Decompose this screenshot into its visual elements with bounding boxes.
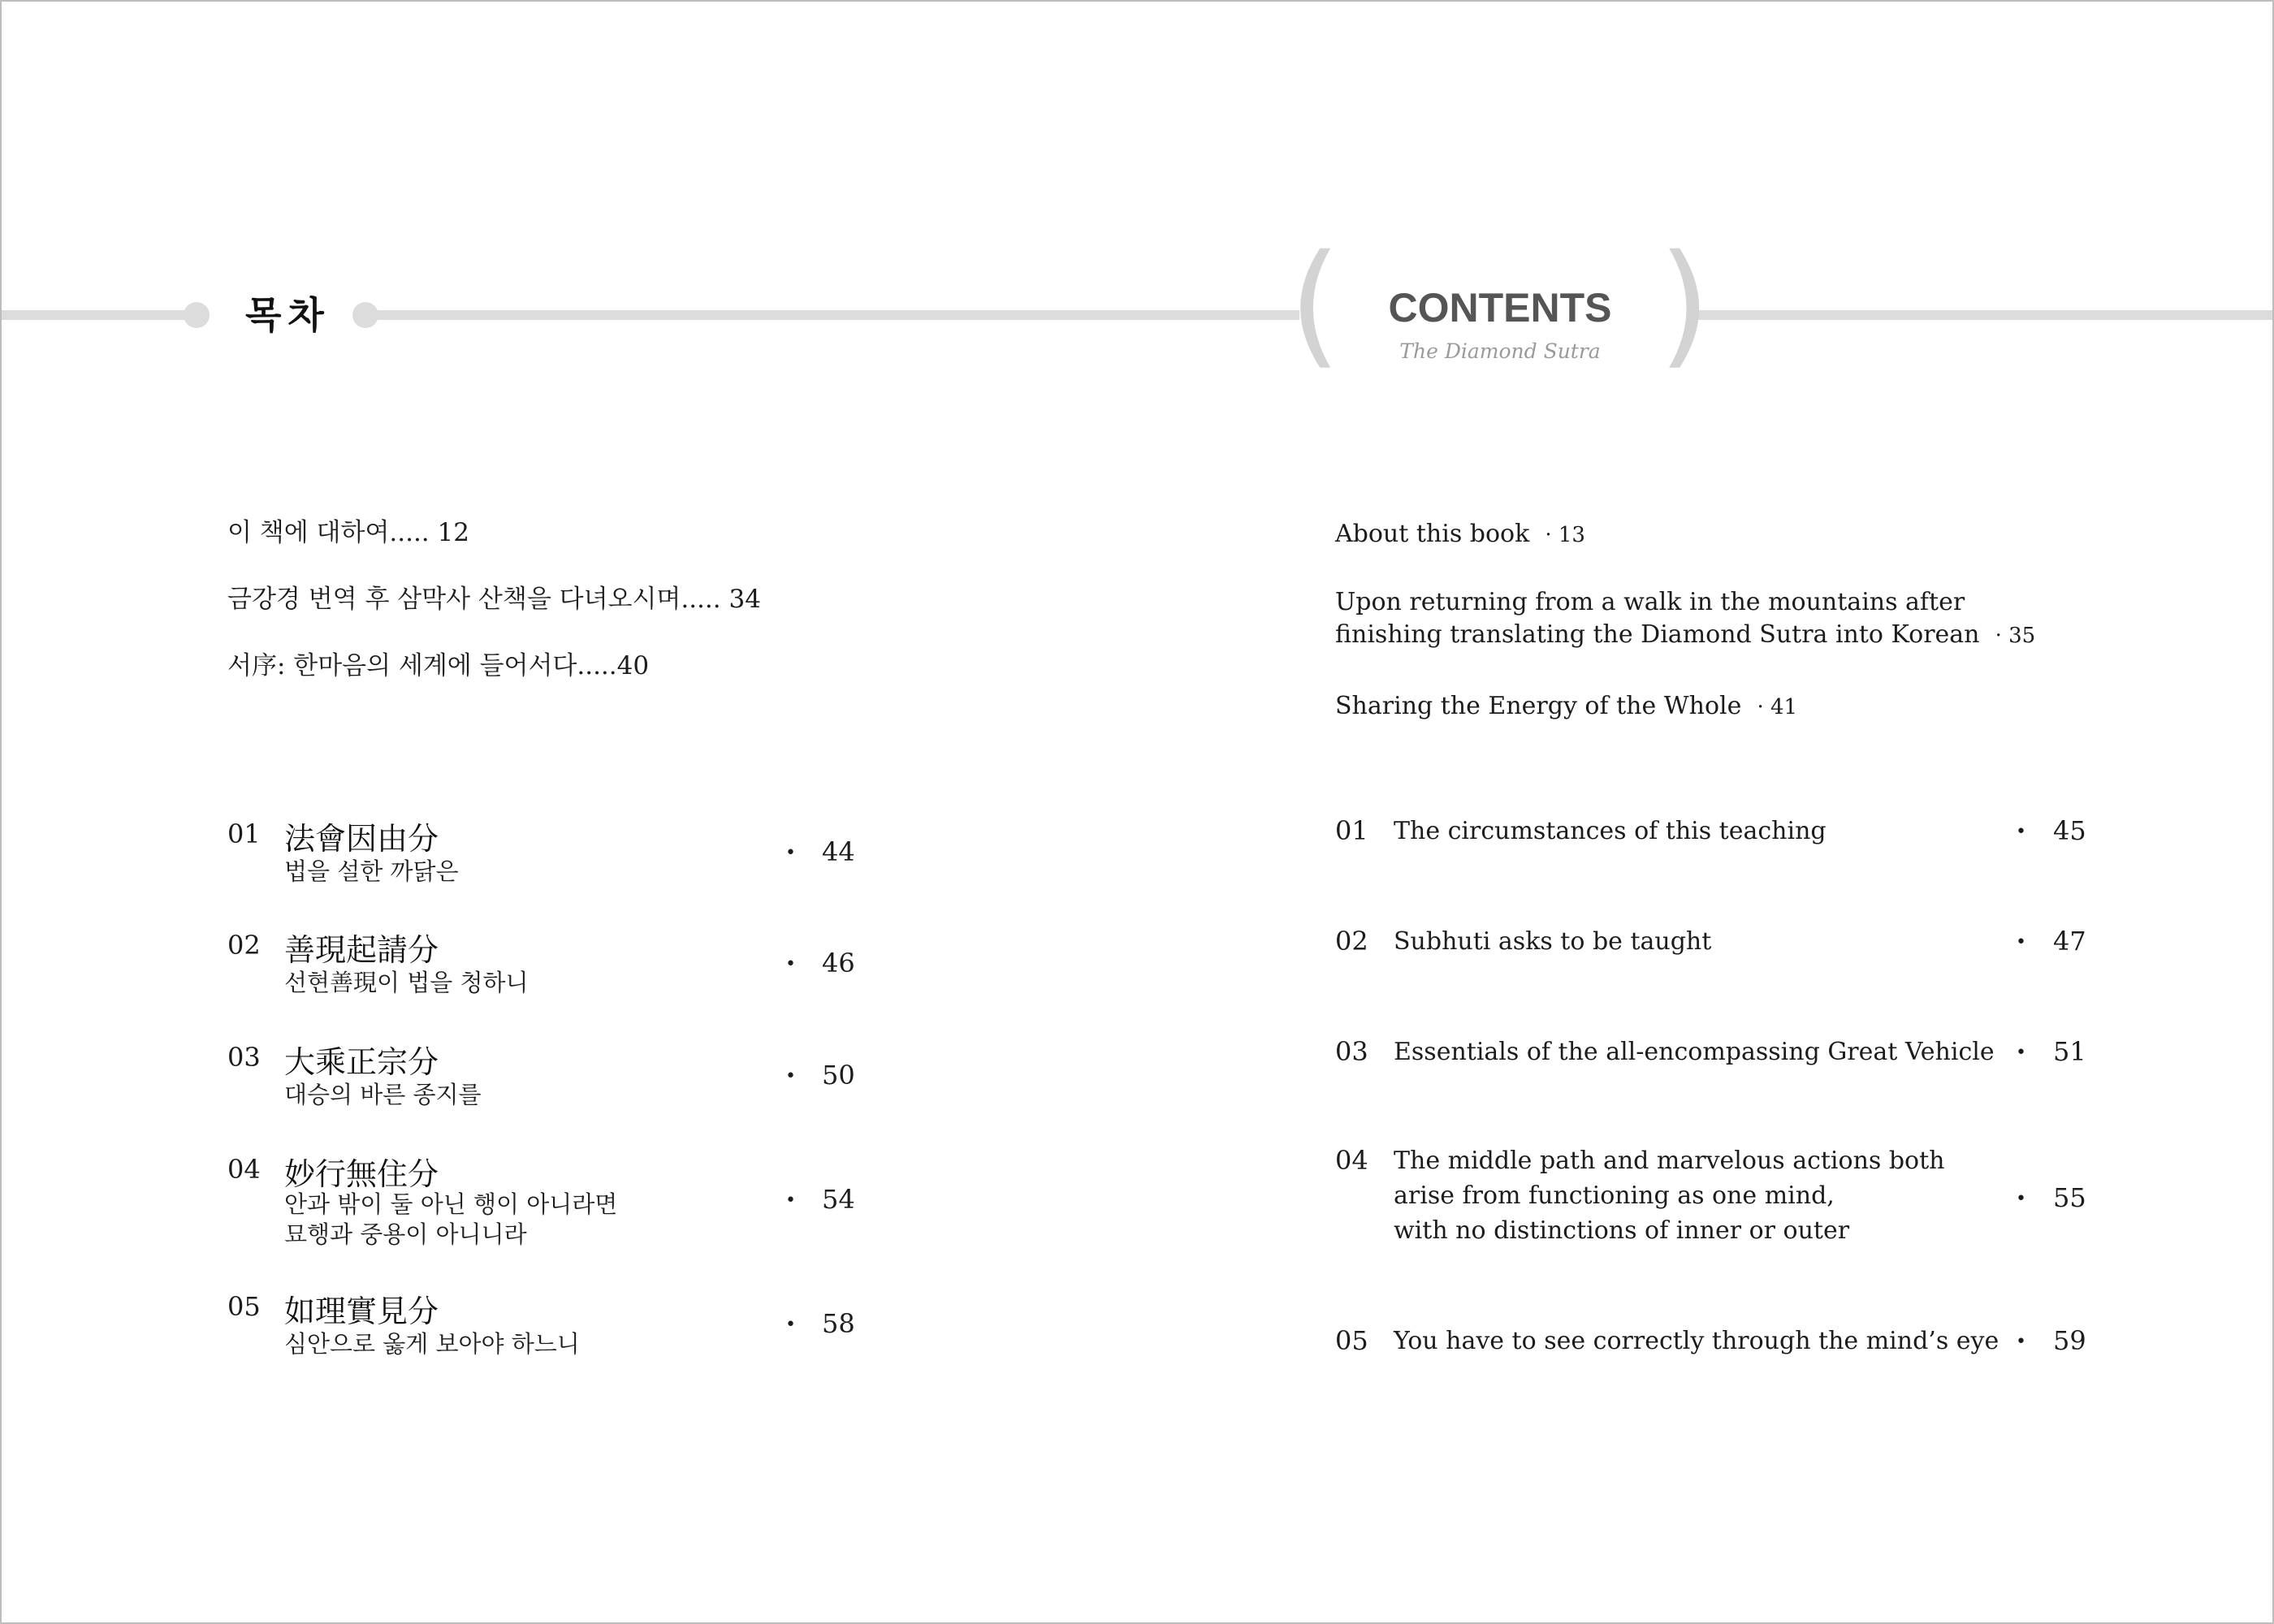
page-number: 47 [2053,926,2086,957]
page-number: 58 [822,1308,855,1339]
chapter-english-title[interactable]: The circumstances of this teaching [1394,817,1827,845]
kr-intro-entry[interactable]: 금강경 번역 후 삼막사 산책을 다녀오시며..... 34 [227,585,761,614]
page-number: 45 [2053,815,2086,846]
leader-bullet: • [2016,1332,2026,1352]
leader-bullet: • [785,1190,796,1211]
chapter-number: 02 [227,930,261,961]
chapter-english-title[interactable]: The middle path and marvelous actions both arise from functioning as one mind, with no distinctions of inner or outer [1394,1147,1945,1245]
en-intro-entry[interactable]: About this book · 13 [1335,520,1585,548]
chapter-korean-subtitle: 안과 밖이 둘 아닌 행이 아니라면 [284,1190,618,1218]
leader-bullet: • [2016,822,2026,842]
chapter-korean-subtitle: 법을 설한 까닭은 [284,857,459,885]
chapter-english-title[interactable]: You have to see correctly through the mind’s eye [1394,1327,1999,1355]
page-number: 46 [822,948,855,978]
chapter-number: 05 [227,1291,261,1322]
chapter-number: 04 [227,1154,261,1185]
kr-intro-entry[interactable]: 서序: 한마음의 세계에 들어서다.....40 [227,651,650,680]
chapter-hanja-title[interactable]: 如理實見分 [284,1294,439,1329]
chapter-hanja-title[interactable]: 大乘正宗分 [284,1044,439,1080]
leader-bullet: • [785,954,796,974]
header-rule-left [2,310,197,320]
chapter-hanja-title[interactable]: 妙行無住分 [284,1156,439,1192]
leader-bullet: • [2016,1043,2026,1063]
chapter-korean-subtitle: 심안으로 옳게 보아야 하느니 [284,1330,580,1358]
chapter-number: 01 [227,818,261,849]
left-parenthesis-ornament: ( [1289,226,1342,382]
leader-bullet: • [785,843,796,863]
leader-bullet: • [2016,932,2026,952]
korean-title: 목차 [245,293,331,337]
english-subtitle: The Diamond Sutra [1399,339,1601,363]
page-number: 54 [822,1184,855,1215]
page-number: 51 [2053,1036,2086,1067]
english-title: CONTENTS [1388,285,1612,330]
en-intro-entry[interactable]: Sharing the Energy of the Whole · 41 [1335,692,1798,720]
chapter-korean-subtitle: 선현善現이 법을 청하니 [284,969,529,996]
header-dot-left [184,302,210,328]
chapter-korean-subtitle: 묘행과 중용이 아니니라 [284,1220,527,1248]
chapter-number: 05 [1335,1325,1368,1356]
right-parenthesis-ornament: ) [1658,226,1711,382]
page-number: 59 [2053,1325,2086,1356]
leader-bullet: • [2016,1189,2026,1209]
chapter-number: 03 [227,1042,261,1073]
chapter-english-title[interactable]: Essentials of the all-encompassing Great Vehicle [1394,1038,1995,1066]
page-number: 50 [822,1060,855,1091]
page-number: 55 [2053,1182,2086,1213]
leader-bullet: • [785,1315,796,1335]
leader-bullet: • [785,1066,796,1086]
page-number: 44 [822,836,855,867]
chapter-number: 01 [1335,815,1368,846]
chapter-number: 02 [1335,926,1368,957]
chapter-number: 04 [1335,1145,1368,1176]
chapter-english-title[interactable]: Subhuti asks to be taught [1394,927,1712,956]
chapter-korean-subtitle: 대승의 바른 종지를 [284,1081,482,1108]
header-rule-right [1695,310,2274,320]
kr-intro-entry[interactable]: 이 책에 대하여..... 12 [227,518,469,547]
chapter-hanja-title[interactable]: 善現起請分 [284,932,439,968]
chapter-number: 03 [1335,1036,1368,1067]
chapter-hanja-title[interactable]: 法會因由分 [284,821,439,857]
header-rule-middle [365,310,1299,320]
en-intro-entry[interactable]: Upon returning from a walk in the mountains after finishing translating the Diamond Sutra into Korean · 35 [1335,588,2036,649]
